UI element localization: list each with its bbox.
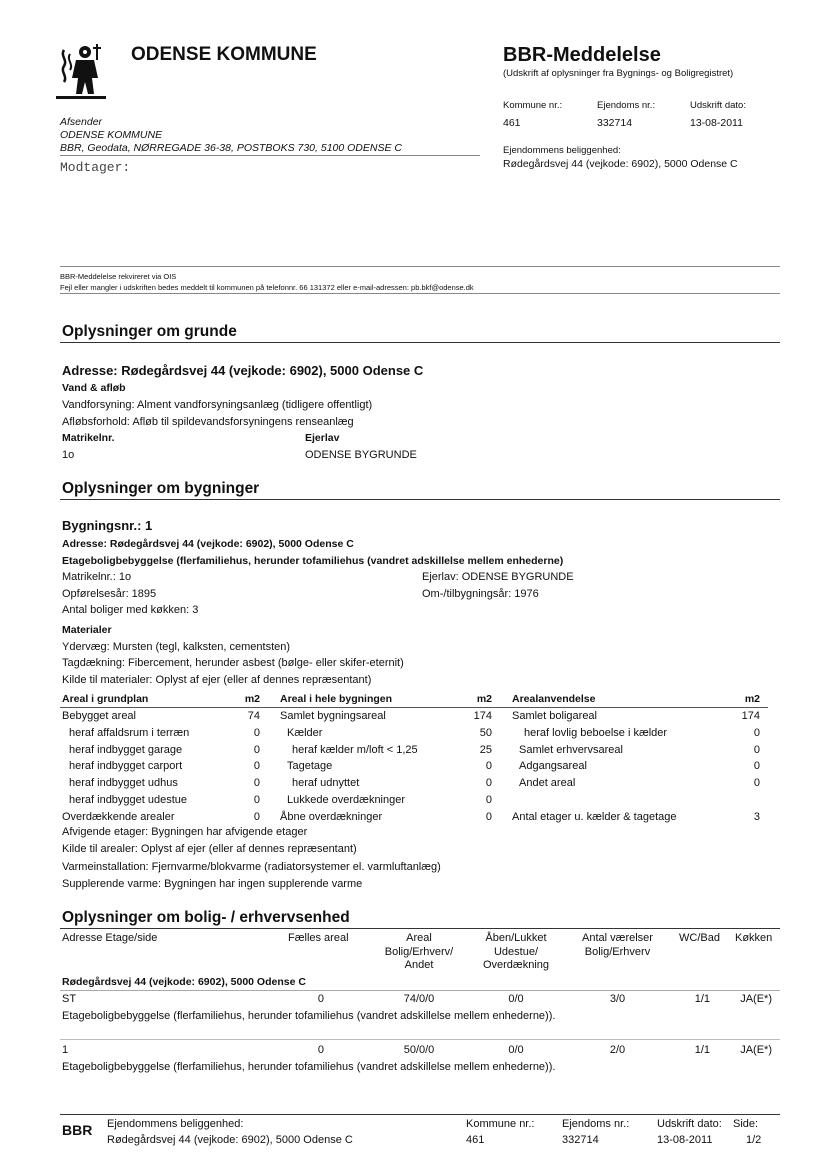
enhed-koekken: JA(E*) [740, 1044, 772, 1056]
beliggenhed-value: Rødegårdsvej 44 (vejkode: 6902), 5000 Odense C [503, 158, 738, 170]
enhed-faelles: 0 [317, 1044, 324, 1056]
footer-dato-value: 13-08-2011 [657, 1134, 713, 1146]
col2-row-value: 174 [473, 710, 492, 722]
ejendoms-nr-value: 332714 [597, 117, 633, 129]
area-table-divider [60, 707, 768, 708]
col3-row-value: 3 [753, 810, 760, 823]
enhed-row-divider [60, 1039, 780, 1040]
h-areal: Areal Bolig/Erhverv/ Andet [384, 932, 454, 971]
col1-row-value: 0 [253, 760, 260, 773]
sender-divider [60, 155, 480, 156]
modtager-label: Modtager: [60, 160, 131, 175]
col1-row-value: 74 [247, 710, 260, 722]
h-vaerelser: Antal værelser Bolig/Erhverv [582, 932, 653, 958]
enhed-description: Etageboligbebyggelse (flerfamiliehus, herunder tofamiliehus (vandret adskillelse mellem enhederne)). [62, 1010, 556, 1022]
section-enheder-title: Oplysninger om bolig- / erhvervsenhed [62, 909, 350, 926]
enhed-koekken: JA(E*) [740, 993, 772, 1005]
h-adresse: Adresse Etage/side [62, 932, 158, 944]
materialer-title: Materialer [62, 624, 112, 636]
om-tilbygningsaar: Om-/tilbygningsår: 1976 [422, 588, 539, 600]
varmeinstallation: Varmeinstallation: Fjernvarme/blokvarme (radiatorsystemer el. varmluftanlæg) [62, 861, 441, 873]
footer-bel-value: Rødegårdsvej 44 (vejkode: 6902), 5000 Odense C [107, 1134, 353, 1146]
col3-row-value: 0 [753, 760, 760, 773]
enhed-vaerelser: 2/0 [609, 1044, 626, 1056]
col2-row-label: Åbne overdækninger [280, 810, 383, 823]
supplerende-varme: Supplerende varme: Bygningen har ingen supplerende varme [62, 878, 363, 890]
col2-row-label: Samlet bygningsareal [280, 710, 386, 722]
matrikel-value: 1o [62, 449, 75, 461]
col3-m2-header: m2 [744, 693, 760, 705]
col2-row-label: Tagetage [287, 760, 333, 773]
col1-row-value: 0 [253, 726, 260, 739]
sender-block [60, 116, 402, 155]
kilde-materialer: Kilde til materialer: Oplyst af ejer (eller af dennes repræsentant) [62, 674, 372, 686]
grunde-address: Adresse: Rødegårdsvej 44 (vejkode: 6902), 5000 Odense C [62, 363, 424, 378]
bygning-matrikel: Matrikelnr.: 1o [62, 571, 132, 583]
h-faelles: Fælles areal [288, 932, 349, 944]
vand-afloeb-title: Vand & afløb [62, 382, 126, 394]
col2-row-value: 0 [485, 794, 492, 806]
ejendoms-nr-label: Ejendoms nr.: [597, 100, 656, 111]
afloebsforhold: Afløbsforhold: Afløb til spildevandsforsyningens renseanlæg [62, 416, 354, 428]
col2-m2-header: m2 [476, 693, 492, 705]
col3-header: Arealanvendelse [512, 693, 596, 705]
col1-row-label: Bebygget areal [62, 710, 136, 722]
enhed-aaben: 0/0 [508, 993, 524, 1005]
col1-row-label: heraf affaldsrum i terræn [69, 726, 190, 739]
section-grunde-title: Oplysninger om grunde [62, 323, 237, 340]
notice-divider-bottom [60, 293, 780, 294]
col3-row-value: 0 [753, 743, 760, 756]
col2-row-value: 0 [485, 760, 492, 773]
ydervaeg: Ydervæg: Mursten (tegl, kalksten, cementsten) [62, 641, 291, 653]
col1-row-value: 0 [253, 777, 260, 790]
col2-row-label: Kælder [287, 726, 323, 739]
section-bygninger-divider [60, 499, 780, 500]
h-aaben: Åben/Lukket Udestue/ Overdækning [482, 932, 550, 971]
col1-row-label: heraf indbygget garage [69, 743, 183, 756]
enhed-faelles: 0 [317, 993, 324, 1005]
footer-side-label: Side: [733, 1118, 759, 1130]
enhed-description: Etageboligbebyggelse (flerfamiliehus, herunder tofamiliehus (vandret adskillelse mellem enhederne)). [62, 1061, 556, 1073]
opfoerelsesaar: Opførelsesår: 1895 [62, 588, 157, 600]
enhed-wc: 1/1 [694, 1044, 710, 1056]
notice-line-2: Fejl eller mangler i udskriften bedes meddelt til kommunen på telefonnr. 66 131372 eller e-mail-adressen: pb.bkf@odense.dk [60, 283, 474, 292]
footer-ejendom-value: 332714 [562, 1134, 599, 1146]
h-koekken: Køkken [735, 932, 773, 944]
col3-row-value: 0 [753, 777, 760, 790]
col2-header: Areal i hele bygningen [280, 693, 393, 705]
enhed-wc: 1/1 [694, 993, 710, 1005]
col1-row-label: heraf indbygget udestue [69, 794, 188, 806]
bygningsnr: Bygningsnr.: 1 [62, 518, 153, 533]
col2-row-label: heraf udnyttet [292, 777, 360, 790]
enhed-address: Rødegårdsvej 44 (vejkode: 6902), 5000 Odense C [62, 976, 306, 988]
tagdaekning: Tagdækning: Fibercement, herunder asbest (bølge- eller skifer-eternit) [62, 657, 404, 669]
col2-row-value: 0 [485, 777, 492, 790]
col2-row-label: heraf kælder m/loft < 1,25 [292, 743, 418, 756]
col1-m2-header: m2 [244, 693, 260, 705]
col2-row-value: 50 [479, 726, 492, 739]
sender-label: Afsender [60, 116, 103, 128]
col1-row-label: heraf indbygget carport [69, 760, 183, 773]
footer-side-value: 1/2 [746, 1134, 762, 1146]
col3-row-value: 0 [753, 726, 760, 739]
enhed-address-divider [60, 990, 780, 991]
document-title: BBR-Meddelelse [503, 44, 661, 66]
bygning-type: Etageboligbebyggelse (flerfamiliehus, herunder tofamiliehus (vandret adskillelse mellem enhederne) [62, 555, 564, 567]
kommune-nr-value: 461 [503, 117, 521, 129]
footer-bbr: BBR [62, 1122, 93, 1138]
notice-line-1: BBR-Meddelelse rekvireret via OIS [60, 272, 177, 281]
enhed-areal: 50/0/0 [403, 1044, 435, 1056]
odense-coat-of-arms-logo [56, 42, 106, 100]
enhed-etage: 1 [62, 1044, 69, 1056]
section-enheder-divider [60, 928, 780, 929]
bygning-address: Adresse: Rødegårdsvej 44 (vejkode: 6902), 5000 Odense C [62, 538, 354, 550]
footer-kommune-value: 461 [466, 1134, 485, 1146]
notice-divider-top [60, 266, 780, 267]
col3-row-value: 174 [741, 710, 760, 722]
document-subtitle: (Udskrift af oplysninger fra Bygnings- og Boligregistret) [503, 68, 734, 79]
col3-row-label: Samlet boligareal [512, 710, 597, 722]
col2-row-label: Lukkede overdækninger [287, 794, 406, 806]
footer-bel-label: Ejendommens beliggenhed: [107, 1118, 244, 1130]
kommune-name: ODENSE KOMMUNE [131, 44, 317, 65]
sender-address: BBR, Geodata, NØRREGADE 36-38, POSTBOKS 730, 5100 ODENSE C [60, 142, 402, 154]
col1-header: Areal i grundplan [62, 693, 149, 705]
col1-row-label: heraf indbygget udhus [69, 777, 178, 790]
ejerlav-label: Ejerlav [305, 432, 340, 444]
col3-row-label: heraf lovlig beboelse i kælder [524, 726, 668, 739]
enhed-areal: 74/0/0 [403, 993, 435, 1005]
enhed-aaben: 0/0 [508, 1044, 524, 1056]
col1-row-value: 0 [253, 794, 260, 806]
col2-row-value: 25 [479, 743, 492, 756]
section-bygninger-title: Oplysninger om bygninger [62, 480, 260, 497]
beliggenhed-label: Ejendommens beliggenhed: [503, 145, 621, 156]
footer-divider [60, 1114, 780, 1115]
kommune-nr-label: Kommune nr.: [503, 100, 563, 111]
enhed-etage: ST [62, 993, 77, 1005]
udskrift-dato-value: 13-08-2011 [690, 117, 743, 129]
footer-dato-label: Udskrift dato: [657, 1118, 722, 1130]
sender-name: ODENSE KOMMUNE [60, 129, 163, 141]
col3-row-label: Samlet erhvervsareal [519, 743, 623, 756]
col3-row-label: Andet areal [519, 777, 576, 790]
col3-row-label: Antal etager u. kælder & tagetage [512, 810, 677, 823]
section-grunde-divider [60, 342, 780, 343]
bygning-ejerlav: Ejerlav: ODENSE BYGRUNDE [422, 571, 574, 583]
kilde-arealer: Kilde til arealer: Oplyst af ejer (eller af dennes repræsentant) [62, 843, 357, 855]
footer-ejendom-label: Ejendoms nr.: [562, 1118, 630, 1130]
matrikel-label: Matrikelnr. [62, 432, 115, 444]
ejerlav-value: ODENSE BYGRUNDE [305, 449, 417, 461]
h-wc: WC/Bad [679, 932, 720, 944]
afvigende-etager: Afvigende etager: Bygningen har afvigende etager [62, 826, 308, 838]
enhed-vaerelser: 3/0 [609, 993, 626, 1005]
col1-row-value: 0 [253, 743, 260, 756]
col2-row-value: 0 [485, 810, 492, 823]
col3-row-label: Adgangsareal [519, 760, 587, 773]
col1-row-value: 0 [253, 810, 260, 823]
col1-row-label: Overdækkende arealer [62, 810, 175, 823]
footer-kommune-label: Kommune nr.: [466, 1118, 535, 1130]
vandforsyning: Vandforsyning: Alment vandforsyningsanlæg (tidligere offentligt) [62, 399, 373, 411]
udskrift-dato-label: Udskrift dato: [690, 100, 746, 111]
antal-boliger: Antal boliger med køkken: 3 [62, 604, 199, 616]
